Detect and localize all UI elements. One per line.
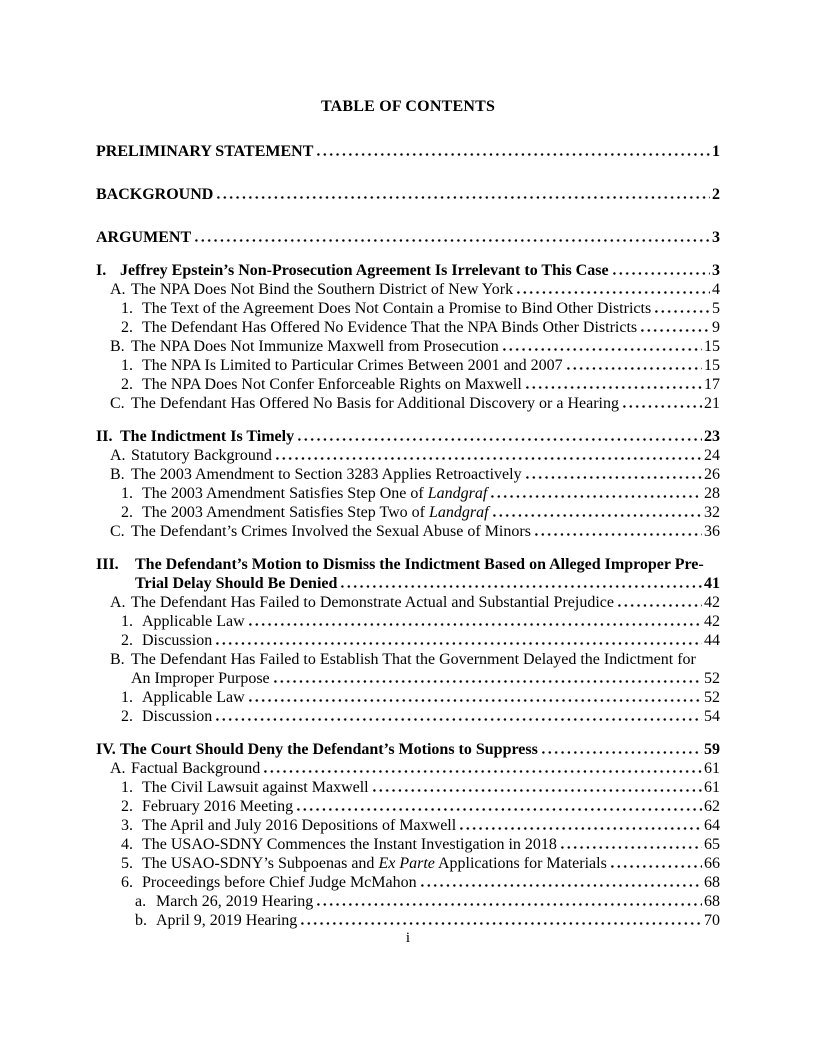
toc-entry-text-segment: Jeffrey Epstein’s Non-Prosecution Agreement Is Irrelevant to This Case <box>120 262 609 279</box>
toc-entry-text-segment: Discussion <box>142 708 213 725</box>
dot-leader <box>317 903 702 906</box>
toc-entry-text-segment: The 2003 Amendment Satisfies Step Two of <box>142 504 429 521</box>
toc-entry-label: C. <box>110 395 125 412</box>
dot-leader <box>217 196 710 199</box>
toc-entry-text <box>142 612 245 631</box>
toc-entry <box>96 280 720 299</box>
toc-entry-label: B. <box>110 466 125 483</box>
toc-entry-text <box>142 778 369 797</box>
toc-entry-text-segment: ARGUMENT <box>96 229 192 246</box>
toc-entry-text-segment: Applicable Law <box>142 689 245 706</box>
toc-entry-text <box>131 394 619 413</box>
toc-entry-text-segment: PRELIMINARY STATEMENT <box>96 143 314 160</box>
toc-entry-label: B. <box>110 651 125 668</box>
toc-entry-text <box>131 522 531 541</box>
toc-entry-text-segment: The Defendant Has Offered No Basis for Additional Discovery or a Hearing <box>131 395 619 412</box>
toc-entry-label: I. <box>96 262 107 279</box>
toc-entry-text <box>120 261 609 280</box>
toc-page-number: 28 <box>704 485 720 502</box>
toc-entry <box>96 759 720 778</box>
toc-page-number: 62 <box>704 798 720 815</box>
toc-entry <box>96 650 720 669</box>
toc-page-number: 9 <box>712 319 720 336</box>
toc-entry-text-segment: February 2016 Meeting <box>142 798 294 815</box>
toc-entry-label: A. <box>110 281 126 298</box>
toc-entry <box>96 261 720 280</box>
toc-entry-text <box>142 299 651 318</box>
dot-leader <box>542 751 702 754</box>
toc-entry-text <box>142 816 456 835</box>
toc-page-number: 21 <box>704 395 720 412</box>
toc-page-number: 3 <box>712 229 720 246</box>
toc-entry-text-segment: The NPA Does Not Confer Enforceable Rights on Maxwell <box>142 376 522 393</box>
toc-entry-text <box>96 228 191 247</box>
dot-leader <box>216 642 702 645</box>
toc-entry-text <box>142 797 293 816</box>
dot-leader <box>491 495 702 498</box>
toc-page-number: 42 <box>704 613 720 630</box>
toc-entry <box>96 555 720 574</box>
toc-entry <box>96 911 720 930</box>
toc-entry-text <box>142 631 212 650</box>
toc-entry-text-segment: Applications for Materials <box>434 855 607 872</box>
toc-entry-text <box>142 873 417 892</box>
toc-page-number: 42 <box>704 594 720 611</box>
dot-leader <box>561 846 702 849</box>
dot-leader <box>611 865 702 868</box>
toc-entry-text <box>120 740 538 759</box>
toc-entry <box>96 835 720 854</box>
toc-entry-text-segment: BACKGROUND <box>96 186 214 203</box>
dot-leader <box>460 827 702 830</box>
toc-entry-text-segment: The NPA Is Limited to Particular Crimes Between 2001 and 2007 <box>142 357 563 374</box>
toc-entry-text-segment: The Court Should Deny the Defendant’s Motions to Suppress <box>120 741 538 758</box>
toc-entry-continuation <box>96 574 720 593</box>
toc-entry-label: b. <box>135 912 147 929</box>
toc-entry <box>96 778 720 797</box>
toc-entry-label: 1. <box>121 689 133 706</box>
toc-entry-label: 1. <box>121 613 133 630</box>
toc-entry-text <box>131 465 522 484</box>
toc-page-number: 3 <box>712 262 720 279</box>
toc-entry-text-segment: Discussion <box>142 632 213 649</box>
toc-entry-text <box>96 185 213 204</box>
toc-entry-text-segment: The Civil Lawsuit against Maxwell <box>142 779 369 796</box>
toc-page-number: 61 <box>704 760 720 777</box>
toc-page-number: 52 <box>704 689 720 706</box>
toc-entry-text <box>142 318 637 337</box>
toc-page-number: 2 <box>712 186 720 203</box>
toc-page-number: 70 <box>704 912 720 929</box>
toc-entry <box>96 854 720 873</box>
toc-entry-text-segment: March 26, 2019 Hearing <box>156 893 314 910</box>
toc-entry-text <box>131 337 499 356</box>
toc-entry-text-segment: The Text of the Agreement Does Not Contain a Promise to Bind Other Districts <box>142 300 652 317</box>
toc-page-number: 5 <box>712 300 720 317</box>
dot-leader <box>421 884 702 887</box>
toc-entry-label: 1. <box>121 485 133 502</box>
toc-entry-text-segment: The NPA Does Not Immunize Maxwell from Prosecution <box>131 338 499 355</box>
toc-entry-text <box>142 707 212 726</box>
toc-entry-label: II. <box>96 428 113 445</box>
toc-entry-label: III. <box>96 556 119 573</box>
toc-entry-label: 1. <box>121 300 133 317</box>
toc-entry-text: Trial Delay Should Be Denied <box>135 575 338 592</box>
dot-leader <box>493 514 702 517</box>
toc-entry-text <box>142 503 489 522</box>
toc-entry-label: 6. <box>121 874 133 891</box>
toc-entry <box>96 446 720 465</box>
toc-entry <box>96 185 720 204</box>
toc-entry-label: B. <box>110 338 125 355</box>
toc-page-number: 54 <box>704 708 720 725</box>
dot-leader <box>249 699 702 702</box>
toc-entry <box>96 337 720 356</box>
toc-page-number: 66 <box>704 855 720 872</box>
dot-leader <box>526 476 702 479</box>
dot-leader <box>274 680 702 683</box>
dot-leader <box>567 367 702 370</box>
toc-entry <box>96 797 720 816</box>
toc-page-number: 41 <box>704 575 720 592</box>
toc-entry-italic-text: Landgraf <box>427 485 488 502</box>
toc-entry-label: 1. <box>121 779 133 796</box>
toc-entry-text-segment: Factual Background <box>131 760 261 777</box>
toc-entry-text <box>142 484 487 503</box>
toc-entry-text-segment: The 2003 Amendment Satisfies Step One of <box>142 485 428 502</box>
dot-leader <box>517 291 710 294</box>
toc-page-number: 52 <box>704 670 720 687</box>
toc-entry-text-segment: Proceedings before Chief Judge McMahon <box>142 874 417 891</box>
toc-entry-label: 2. <box>121 376 133 393</box>
dot-leader <box>623 405 702 408</box>
toc-entry <box>96 375 720 394</box>
toc-entry-text <box>135 555 704 574</box>
toc-entry <box>96 593 720 612</box>
toc-page-number: 65 <box>704 836 720 853</box>
dot-leader <box>373 789 702 792</box>
dot-leader <box>641 329 710 332</box>
toc-entry-text <box>131 593 614 612</box>
dot-leader <box>341 585 702 588</box>
toc-entry <box>96 394 720 413</box>
toc-entry-label: 1. <box>121 357 133 374</box>
toc-entry-label: 5. <box>121 855 133 872</box>
toc-entry-text-segment: The April and July 2016 Depositions of Maxwell <box>142 817 457 834</box>
dot-leader <box>526 386 702 389</box>
toc-entry-text-segment: Statutory Background <box>131 447 272 464</box>
toc-entry-text <box>131 446 272 465</box>
toc-entry <box>96 299 720 318</box>
toc-entry-label: IV. <box>96 741 116 758</box>
toc-entry <box>96 688 720 707</box>
toc-page-number: 24 <box>704 447 720 464</box>
toc-entry-text-segment: The Defendant Has Failed to Establish That the Government Delayed the Indictment for <box>131 651 696 668</box>
toc-page-number: 36 <box>704 523 720 540</box>
toc-entry <box>96 873 720 892</box>
toc-entry <box>96 228 720 247</box>
dot-leader <box>317 153 710 156</box>
toc-entry <box>96 356 720 375</box>
toc-entry-text-segment: Applicable Law <box>142 613 245 630</box>
toc-entry-italic-text: Ex Parte <box>378 855 435 872</box>
toc-entry-text <box>156 892 313 911</box>
page-title: TABLE OF CONTENTS <box>320 98 496 115</box>
dot-leader <box>276 457 702 460</box>
dot-leader <box>216 718 702 721</box>
dot-leader <box>264 770 702 773</box>
toc-entry <box>96 631 720 650</box>
toc-page-number: 59 <box>704 741 720 758</box>
dot-leader <box>297 808 702 811</box>
toc-entry-text-segment: The Indictment Is Timely <box>120 428 295 445</box>
toc-entry <box>96 740 720 759</box>
toc-entry <box>96 816 720 835</box>
dot-leader <box>298 438 702 441</box>
toc-entry-label: 2. <box>121 798 133 815</box>
toc-entry <box>96 892 720 911</box>
dot-leader <box>301 922 702 925</box>
toc-entry-label: 2. <box>121 708 133 725</box>
toc-entry <box>96 503 720 522</box>
footer-page-number: i <box>405 930 411 946</box>
dot-leader <box>655 310 710 313</box>
toc-entry-text-segment: The Defendant’s Motion to Dismiss the Indictment Based on Alleged Improper Pre- <box>135 556 704 573</box>
toc-entry-label: A. <box>110 447 126 464</box>
toc-page-number: 23 <box>704 428 720 445</box>
toc-page-number: 64 <box>704 817 720 834</box>
toc-page-number: 15 <box>704 357 720 374</box>
toc-entry-text <box>131 650 696 669</box>
toc-entry-text <box>142 356 563 375</box>
toc-entry-label: 3. <box>121 817 133 834</box>
toc-entry-text-segment: The Defendant Has Offered No Evidence That the NPA Binds Other Districts <box>142 319 638 336</box>
toc-page-number: 68 <box>704 874 720 891</box>
toc-entry-label: a. <box>135 893 147 910</box>
toc-entry-text <box>142 835 557 854</box>
toc-page-number: 44 <box>704 632 720 649</box>
toc-page-number: 15 <box>704 338 720 355</box>
toc-entry-continuation <box>96 669 720 688</box>
toc-page-number: 26 <box>704 466 720 483</box>
dot-leader <box>618 604 702 607</box>
toc-page-number: 4 <box>712 281 720 298</box>
dot-leader <box>535 533 702 536</box>
toc-entry-label: A. <box>110 760 126 777</box>
toc-entry-text-segment: The Defendant Has Failed to Demonstrate Actual and Substantial Prejudice <box>131 594 614 611</box>
dot-leader <box>613 272 710 275</box>
toc-entry-text-segment: April 9, 2019 Hearing <box>156 912 298 929</box>
toc-page-number: 61 <box>704 779 720 796</box>
toc-entry-text-segment: The 2003 Amendment to Section 3283 Applies Retroactively <box>131 466 522 483</box>
toc-entry-label: 4. <box>121 836 133 853</box>
toc-entry-text-segment: The USAO-SDNY Commences the Instant Investigation in 2018 <box>142 836 557 853</box>
toc-entry-text-segment: The NPA Does Not Bind the Southern District of New York <box>131 281 514 298</box>
toc-entry-italic-text: Landgraf <box>429 504 489 521</box>
toc-entry-text-segment: The USAO-SDNY’s Subpoenas and <box>142 855 379 872</box>
toc-entry <box>96 427 720 446</box>
toc-entry <box>96 522 720 541</box>
toc-entry <box>96 612 720 631</box>
toc-page-number: 68 <box>704 893 720 910</box>
toc-entry-text <box>156 911 297 930</box>
toc-page-number: 32 <box>704 504 720 521</box>
toc-entry-text <box>96 142 313 161</box>
toc-entry-text: An Improper Purpose <box>131 670 270 687</box>
toc-entry-text <box>120 427 294 446</box>
toc-entry-label: 2. <box>121 632 133 649</box>
toc-entry-text <box>142 854 607 873</box>
toc-entry <box>96 465 720 484</box>
toc-entry <box>96 318 720 337</box>
toc-entry-text <box>131 280 513 299</box>
toc-entry-label: C. <box>110 523 125 540</box>
toc-entry-text <box>131 759 260 778</box>
toc-page-number: 17 <box>704 376 720 393</box>
dot-leader <box>195 239 710 242</box>
toc-entry-label: 2. <box>121 504 133 521</box>
toc-entry-text <box>142 688 245 707</box>
toc-entry-text-segment: The Defendant’s Crimes Involved the Sexual Abuse of Minors <box>131 523 531 540</box>
dot-leader <box>249 623 702 626</box>
toc-entry-label: 2. <box>121 319 133 336</box>
toc-entry <box>96 484 720 503</box>
toc-entry <box>96 142 720 161</box>
table-of-contents <box>0 116 816 930</box>
toc-page-number: 1 <box>712 143 720 160</box>
toc-entry-label: A. <box>110 594 126 611</box>
dot-leader <box>503 348 702 351</box>
toc-entry-text <box>142 375 522 394</box>
toc-entry <box>96 707 720 726</box>
